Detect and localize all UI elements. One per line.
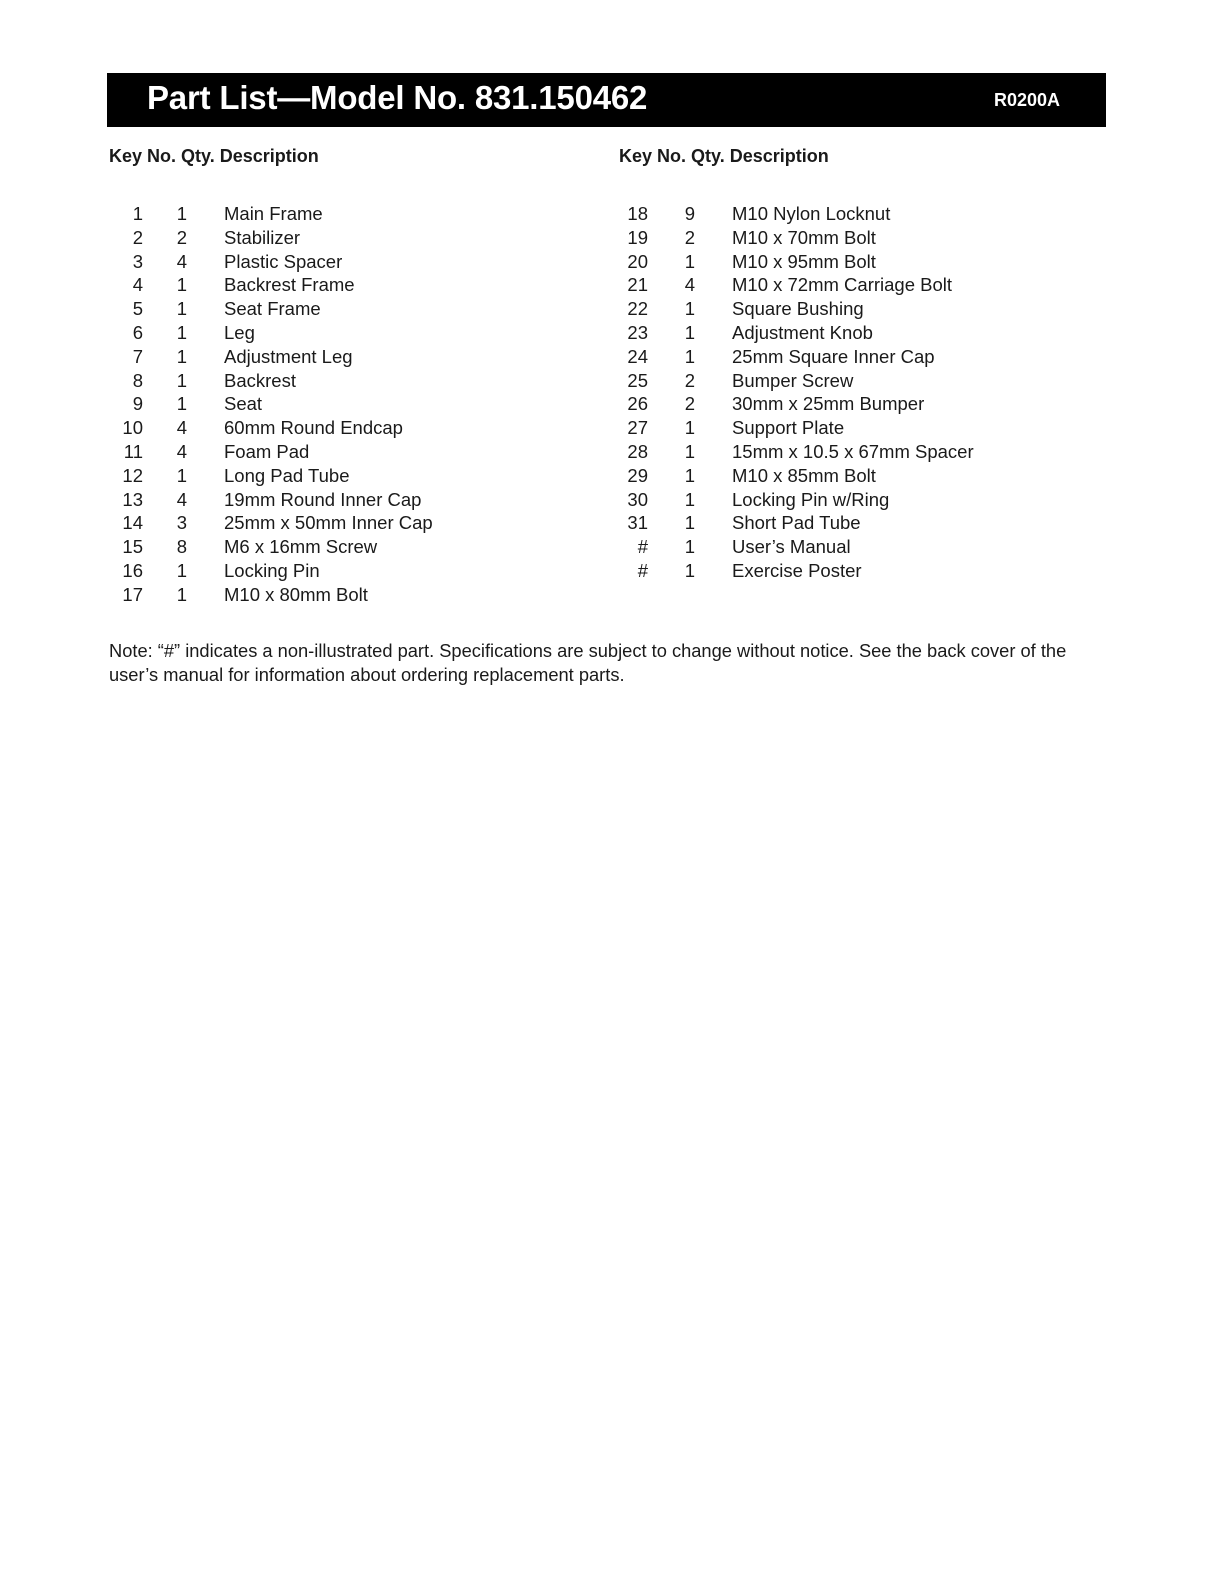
part-qty: 4 [176,417,187,439]
part-key: 17 [122,583,143,605]
part-desc: 25mm x 50mm Inner Cap [224,512,433,534]
part-key: 13 [122,488,143,510]
part-desc: Adjustment Knob [732,321,873,343]
part-desc: M10 x 85mm Bolt [732,464,876,486]
part-key: 18 [627,203,648,224]
part-key: 7 [132,345,143,367]
part-key: 1 [132,203,143,224]
left-column-header: Key No. Qty. Description [109,146,319,166]
part-qty: 1 [684,298,695,320]
part-desc: M6 x 16mm Screw [224,536,378,558]
part-qty: 1 [684,250,695,272]
footnote: Note: “#” indicates a non-illustrated part. Specifications are subject to change without notice. See the back cover of the user’s manual for information about ordering replacement parts. [109,640,1067,685]
part-key: 12 [122,464,143,486]
part-key: 24 [627,345,648,367]
part-desc: M10 x 95mm Bolt [732,250,876,272]
document-code: R0200A [993,90,1060,110]
part-qty: 4 [176,488,187,510]
part-qty: 4 [684,274,695,296]
part-key: 6 [132,321,143,343]
part-qty: 1 [176,559,187,581]
part-desc: 25mm Square Inner Cap [732,345,935,367]
part-qty: 4 [176,250,187,272]
part-key: 2 [132,226,143,248]
part-qty: 2 [684,369,695,391]
part-desc: Foam Pad [224,440,310,462]
part-qty: 1 [684,440,695,462]
part-qty: 2 [176,226,187,248]
part-key: # [637,536,648,558]
part-qty: 1 [684,512,695,534]
part-qty: 1 [176,274,187,296]
part-key: 11 [123,440,143,462]
part-key: 29 [627,464,648,486]
part-key: # [637,559,648,581]
part-key: 8 [132,369,143,391]
part-qty: 1 [176,393,187,415]
part-qty: 9 [684,203,695,224]
part-key: 20 [627,250,648,272]
part-key: 3 [132,250,143,272]
part-desc: Backrest Frame [224,274,355,296]
part-desc: User’s Manual [732,536,851,558]
part-desc: Seat Frame [224,298,321,320]
part-qty: 1 [684,464,695,486]
part-desc: Locking Pin [224,559,320,581]
part-desc: M10 x 80mm Bolt [224,583,368,605]
part-qty: 1 [684,488,695,510]
part-qty: 1 [684,536,695,558]
part-key: 31 [627,512,648,534]
part-desc: Locking Pin w/Ring [732,488,890,510]
part-qty: 2 [684,226,695,248]
part-desc: 15mm x 10.5 x 67mm Spacer [732,440,974,462]
part-desc: M10 x 72mm Carriage Bolt [732,274,953,296]
part-key: 30 [627,488,648,510]
part-key: 9 [132,393,143,415]
part-key: 21 [627,274,648,296]
part-key: 25 [627,369,648,391]
right-column-header: Key No. Qty. Description [619,146,829,166]
part-desc: 30mm x 25mm Bumper [732,393,925,415]
part-key: 16 [122,559,143,581]
part-qty: 1 [684,559,695,581]
part-desc: Bumper Screw [732,369,854,391]
part-qty: 1 [176,203,187,224]
part-desc: Plastic Spacer [224,250,343,272]
page-title: Part List—Model No. 831.150462 [147,79,648,116]
part-desc: 19mm Round Inner Cap [224,488,422,510]
part-key: 19 [627,226,648,248]
part-desc: Support Plate [732,417,845,439]
part-qty: 1 [684,321,695,343]
part-desc: Long Pad Tube [224,464,350,486]
part-desc: Short Pad Tube [732,512,861,534]
part-desc: Seat [224,393,263,415]
part-key: 22 [627,298,648,320]
part-qty: 1 [176,345,187,367]
part-key: 4 [132,274,143,296]
part-key: 28 [627,440,648,462]
part-desc: Main Frame [224,203,323,224]
part-qty: 1 [176,583,187,605]
part-qty: 3 [176,512,187,534]
part-key: 5 [132,298,143,320]
part-qty: 8 [176,536,187,558]
part-qty: 1 [176,321,187,343]
part-desc: M10 x 70mm Bolt [732,226,876,248]
part-qty: 4 [176,440,187,462]
part-qty: 1 [176,464,187,486]
part-qty: 2 [684,393,695,415]
part-qty: 1 [176,298,187,320]
part-desc: Adjustment Leg [224,345,353,367]
part-key: 27 [627,417,648,439]
title-bar [107,73,1106,127]
part-key: 14 [122,512,143,534]
part-desc: Square Bushing [732,298,864,320]
part-qty: 1 [176,369,187,391]
part-desc: Stabilizer [224,226,301,248]
part-qty: 1 [684,417,695,439]
part-key: 26 [627,393,648,415]
part-desc: 60mm Round Endcap [224,417,403,439]
part-desc: Exercise Poster [732,559,862,581]
part-key: 10 [122,417,143,439]
part-key: 15 [122,536,143,558]
part-key: 23 [627,321,648,343]
part-desc: Leg [224,321,255,343]
part-qty: 1 [684,345,695,367]
part-desc: M10 Nylon Locknut [732,203,891,224]
part-desc: Backrest [224,369,296,391]
